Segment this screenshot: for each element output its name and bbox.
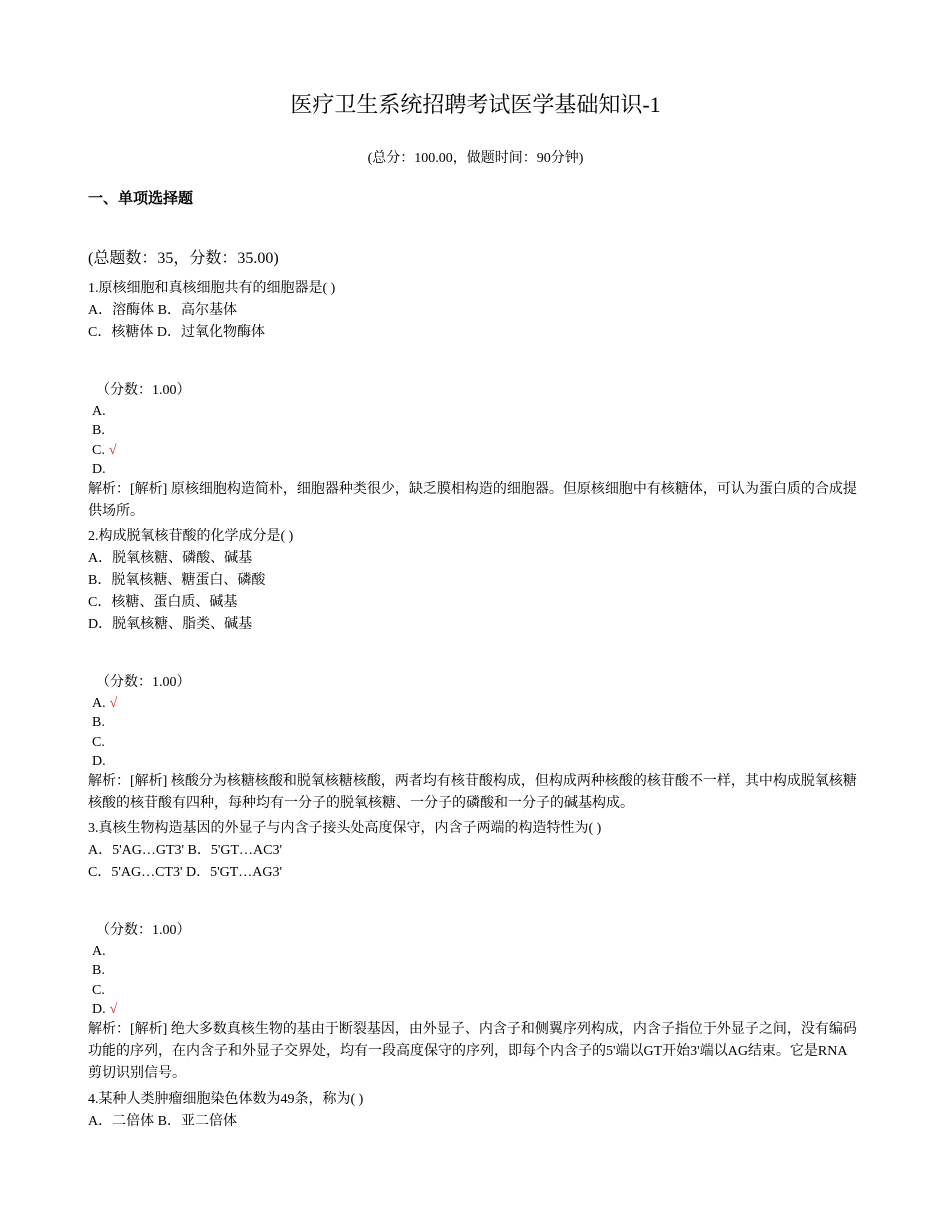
answer-choice bbox=[88, 421, 858, 440]
question-option: A．脱氧核糖、磷酸、碱基 bbox=[88, 551, 253, 566]
answer-choice bbox=[88, 694, 858, 713]
question-option: A．溶酶体 B．高尔基体 bbox=[88, 303, 237, 318]
question-stem: 4.某种人类肿瘤细胞染色体数为49条，称为( ) bbox=[88, 1092, 364, 1107]
answer-letter: D. bbox=[92, 461, 106, 477]
answer-analysis: 解析：[解析] 核酸分为核糖核酸和脱氧核糖核酸，两者均有核苷酸构成，但构成两种核酸的核苷酸不一样，其中构成脱氧核糖核酸的核苷酸有四种，每种均有一分子的脱氧核糖、一分子的磷酸和一分子的碱基构成。 bbox=[88, 774, 857, 812]
answer-letter: D. bbox=[92, 1001, 106, 1017]
page-subtitle: (总分：100.00，做题时间：90分钟) bbox=[367, 151, 584, 166]
answer-mark bbox=[105, 715, 109, 730]
section-heading: 一、单项选择题 bbox=[88, 189, 194, 207]
question-score: （分数：1.00） bbox=[96, 675, 191, 690]
answer-mark bbox=[105, 983, 109, 998]
answer-letter: A. bbox=[92, 404, 106, 419]
question-stem: 2.构成脱氧核苷酸的化学成分是( ) bbox=[88, 529, 294, 544]
answer-mark bbox=[106, 944, 110, 959]
answer-mark: √ bbox=[109, 696, 118, 711]
answer-mark: √ bbox=[109, 1001, 118, 1017]
answer-choice bbox=[88, 460, 858, 479]
answer-mark bbox=[105, 423, 109, 438]
answer-choice bbox=[88, 1000, 858, 1019]
answer-letter: A. bbox=[92, 944, 106, 959]
question-option: C．核糖、蛋白质、碱基 bbox=[88, 595, 238, 610]
question-option: C．核糖体 D．过氧化物酶体 bbox=[88, 325, 265, 340]
answer-mark: √ bbox=[108, 442, 117, 458]
answer-letter: B. bbox=[92, 423, 105, 439]
question-option: B．脱氧核糖、糖蛋白、磷酸 bbox=[88, 573, 266, 588]
answer-letter: C. bbox=[92, 734, 105, 750]
answer-analysis: 解析：[解析] 绝大多数真核生物的基由于断裂基因，由外显子、内含子和侧翼序列构成，内含子指位于外显子之间，没有编码功能的序列，在内含子和外显子交界处，均有一段高度保守的序列，即每个内含子的5'端以GT开始3'端以AG结束。它是RNA剪切识别信号。 bbox=[88, 1022, 857, 1082]
question-score: （分数：1.00） bbox=[96, 383, 191, 398]
question-1 bbox=[88, 278, 858, 523]
question-3 bbox=[88, 818, 858, 1085]
answer-analysis: 解析：[解析] 原核细胞构造简朴，细胞器种类很少，缺乏膜相构造的细胞器。但原核细胞中有核糖体，可认为蛋白质的合成提供场所。 bbox=[88, 482, 857, 520]
answer-letter: B. bbox=[92, 715, 105, 731]
answer-choice bbox=[88, 961, 858, 980]
answer-letter: C. bbox=[92, 982, 105, 998]
question-option: D．脱氧核糖、脂类、碱基 bbox=[88, 617, 253, 632]
answer-choice bbox=[88, 733, 858, 752]
answer-choice bbox=[88, 981, 858, 1000]
question-option: A．二倍体 B．亚二倍体 bbox=[88, 1114, 237, 1129]
answer-choice bbox=[88, 713, 858, 732]
answer-letter: A. bbox=[92, 696, 106, 711]
question-option: C．5'AG…CT3' D．5'GT…AG3' bbox=[88, 865, 283, 880]
question-2 bbox=[88, 526, 858, 815]
question-4 bbox=[88, 1089, 858, 1133]
question-option: A．5'AG…GT3' B．5'GT…AC3' bbox=[88, 843, 283, 858]
answer-mark bbox=[105, 963, 109, 978]
answer-mark bbox=[106, 462, 110, 477]
answer-letter: C. bbox=[92, 442, 105, 458]
group-summary: (总题数：35，分数：35.00) bbox=[88, 250, 279, 267]
answer-mark bbox=[106, 404, 110, 419]
answer-choice bbox=[88, 752, 858, 771]
page-title: 医疗卫生系统招聘考试医学基础知识-1 bbox=[290, 92, 661, 117]
question-stem: 1.原核细胞和真核细胞共有的细胞器是( ) bbox=[88, 281, 336, 296]
answer-letter: B. bbox=[92, 963, 105, 979]
answer-choice bbox=[88, 402, 858, 421]
question-stem: 3.真核生物构造基因的外显子与内含子接头处高度保守，内含子两端的构造特性为( ) bbox=[88, 821, 602, 836]
answer-choice bbox=[88, 942, 858, 961]
answer-mark bbox=[106, 754, 110, 769]
answer-letter: D. bbox=[92, 753, 106, 769]
answer-choice bbox=[88, 441, 858, 460]
answer-mark bbox=[105, 735, 109, 750]
question-score: （分数：1.00） bbox=[96, 923, 191, 938]
